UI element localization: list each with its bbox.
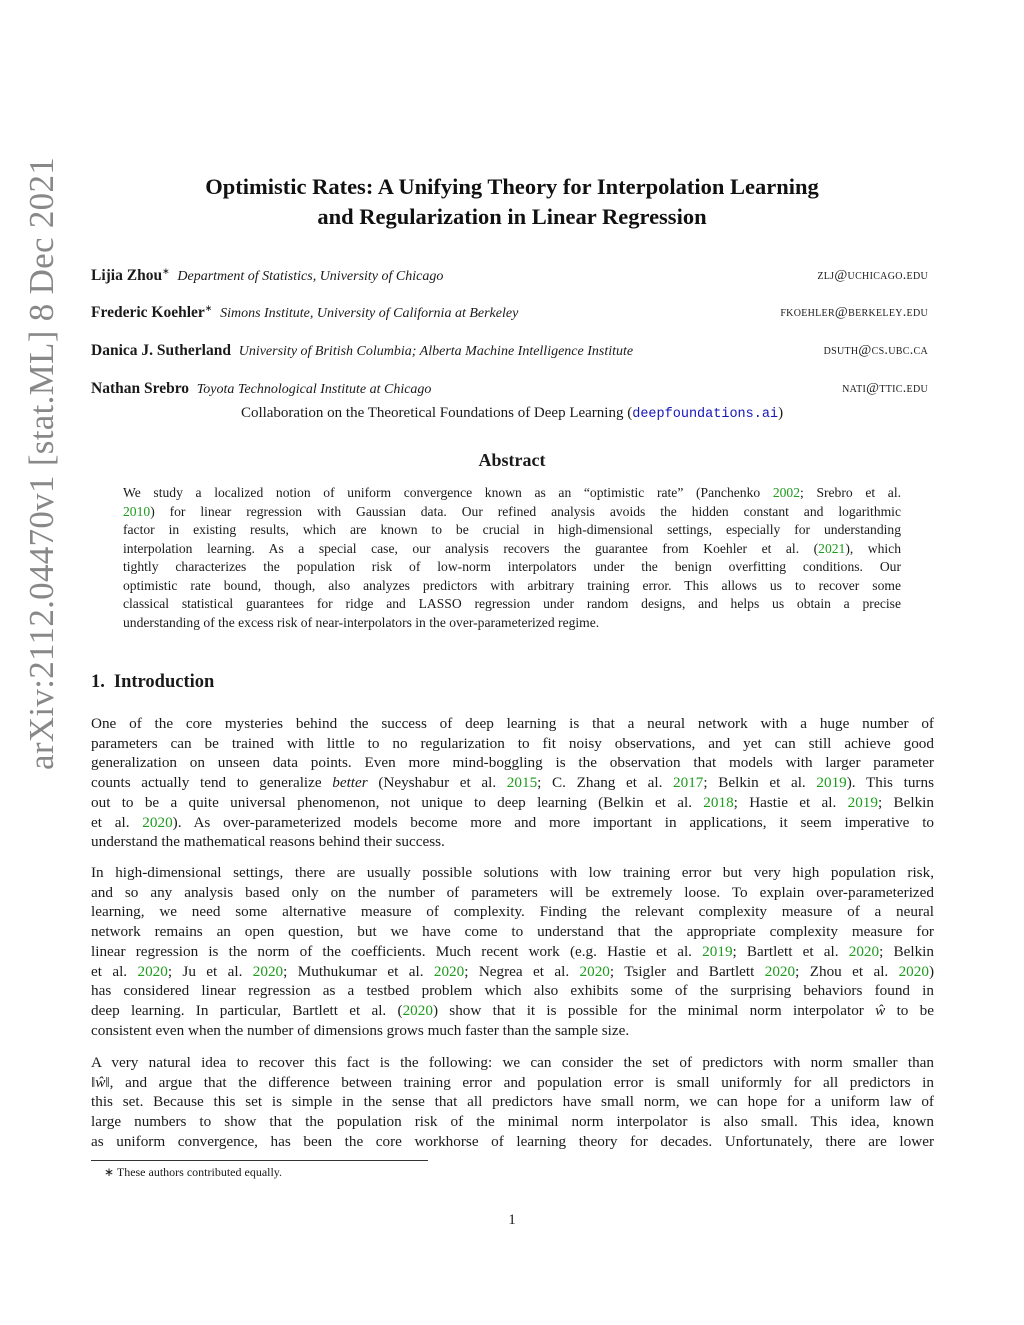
citation-link[interactable]: 2020 — [764, 962, 796, 980]
paragraph-line: One of the core mysteries behind the success of deep learning is that a neural network with a huge number of — [91, 715, 934, 732]
paragraph-line — [91, 1073, 934, 1093]
author-row-3 — [91, 341, 928, 361]
title-line-2: and Regularization in Linear Regression — [317, 204, 707, 229]
paragraph-line — [91, 962, 934, 982]
abstract-line — [123, 503, 901, 522]
equal-contribution-mark: ∗ — [204, 303, 213, 313]
footnote-mark: ∗ — [104, 1165, 115, 1179]
author-email[interactable]: zlj@uchicago.edu — [817, 268, 928, 283]
paragraph-line — [91, 942, 934, 962]
collaboration-text: Collaboration on the Theoretical Foundations of Deep Learning ( — [240, 405, 633, 421]
paragraph-line — [91, 793, 934, 813]
citation-link[interactable]: 2021 — [818, 540, 846, 556]
text-run: ) show that it is possible for the minimal norm interpolator — [432, 1001, 876, 1019]
text-run: et al. — [91, 962, 138, 980]
text-run: interpolation learning. As a special case, our analysis recovers the guarantee from Koehler et al. ( — [123, 540, 819, 556]
footnote-divider — [91, 1160, 428, 1161]
author-row-4 — [91, 379, 928, 399]
paper-title — [90, 172, 934, 232]
section-number: 1. — [91, 672, 105, 692]
author-email[interactable]: dsuth@cs.ubc.ca — [823, 343, 928, 358]
abstract-line — [123, 484, 901, 503]
paragraph-line: network remains an open question, but we have come to understand that the appropriate complexity measure for — [91, 923, 934, 941]
author-name: Nathan Srebro — [91, 380, 190, 397]
text-run: ; Belkin et al. — [703, 774, 817, 792]
text-run: ; Muthukumar et al. — [283, 962, 434, 980]
author-affiliation: Toyota Technological Institute at Chicago — [196, 382, 432, 397]
intro-paragraph-3 — [91, 1053, 934, 1152]
text-run: (Neyshabur et al. — [367, 774, 507, 792]
section-title: Introduction — [113, 672, 215, 692]
intro-paragraph-2 — [91, 863, 934, 1040]
abstract-line: classical statistical guarantees for ridge and LASSO regression under random designs, and helps us obtain a precise — [123, 596, 901, 611]
paragraph-line: generalization on unseen data points. Even more mind-boggling is the observation that models with larger parameter — [91, 754, 934, 772]
citation-link[interactable]: 2020 — [898, 962, 929, 980]
citation-link[interactable]: 2020 — [142, 813, 173, 831]
arxiv-identifier-stamp: arXiv:2112.04470v1 [stat.ML] 8 Dec 2021 — [22, 156, 61, 770]
text-run: ; Hastie et al. — [733, 793, 848, 811]
text-run: ; Belkin — [879, 942, 934, 960]
text-run: ; C. Zhang et al. — [537, 774, 674, 792]
text-run: ; Tsigler and Bartlett — [609, 962, 765, 980]
section-heading-introduction — [91, 671, 214, 693]
paragraph-line: understand the mathematical reasons behind their success. — [91, 833, 445, 851]
citation-link[interactable]: 2020 — [579, 962, 610, 980]
text-run: deep learning. In particular, Bartlett et al. ( — [91, 1001, 403, 1019]
footnote — [104, 1164, 282, 1180]
author-affiliation: Simons Institute, University of California at Berkeley — [220, 306, 519, 321]
equal-contribution-mark: ∗ — [162, 266, 170, 276]
text-run: ; Zhou et al. — [795, 962, 899, 980]
collaboration-line — [90, 403, 934, 425]
text-run: , and argue that the difference between training error and population error is small uniformly for all predictors in — [109, 1073, 934, 1091]
text-run: et al. — [91, 813, 143, 831]
text-run: We study a localized notion of uniform convergence known as an “optimistic rate” (Panchenko — [123, 485, 773, 500]
citation-link[interactable]: 2020 — [137, 962, 168, 980]
text-run: linear regression is the norm of the coefficients. Much recent work (e.g. Hastie et al. — [91, 942, 703, 960]
citation-link[interactable]: 2019 — [816, 774, 847, 792]
paragraph-line — [91, 773, 934, 793]
paragraph-line: has considered linear regression as a testbed problem which also exhibits some of the surprising behaviors found in — [91, 982, 934, 1000]
paragraph-line: and so any analysis based only on the number of parameters will be extremely loose. To explain over-parameterized — [91, 883, 934, 901]
text-run: ). This turns — [846, 774, 934, 792]
text-run: out to be a quite universal phenomenon, not unique to deep learning (Belkin et al. — [91, 793, 704, 811]
citation-link[interactable]: 2002 — [772, 485, 801, 500]
abstract-body — [123, 484, 901, 632]
title-line-1: Optimistic Rates: A Unifying Theory for Interpolation Learning — [205, 174, 819, 199]
footnote-text: These authors contributed equally. — [116, 1165, 283, 1179]
abstract-heading: Abstract — [478, 450, 546, 470]
author-affiliation: University of British Columbia; Alberta Machine Intelligence Institute — [238, 344, 634, 359]
emphasis: better — [332, 774, 368, 792]
page-number: 1 — [508, 1212, 516, 1228]
citation-link[interactable]: 2019 — [702, 942, 733, 960]
paragraph-line: learning, we need some alternative measure of complexity. Finding the relevant complexity measure of a neural — [91, 903, 934, 921]
text-run: ) — [928, 962, 935, 980]
author-name: Lijia Zhou — [91, 267, 163, 284]
author-email[interactable]: fkoehler@berkeley.edu — [780, 305, 928, 320]
citation-link[interactable]: 2018 — [703, 793, 734, 811]
paragraph-line — [91, 1001, 934, 1021]
author-row-1 — [91, 266, 928, 286]
abstract-line: factor in existing results, which are known to be crucial in high-dimensional settings, especially for understanding — [123, 522, 901, 537]
citation-link[interactable]: 2020 — [848, 942, 880, 960]
paragraph-line: In high-dimensional settings, there are usually possible solutions with low training error but very high population risk, — [91, 864, 934, 881]
author-affiliation: Department of Statistics, University of Chicago — [177, 269, 444, 284]
text-run: ; Srebro et al. — [800, 485, 901, 500]
paragraph-line: A very natural idea to recover this fact is the following: we can consider the set of predictors with norm smaller than — [91, 1054, 934, 1071]
citation-link[interactable]: 2020 — [433, 962, 465, 980]
citation-link[interactable]: 2017 — [673, 774, 704, 792]
citation-link[interactable]: 2020 — [252, 962, 284, 980]
abstract-line: optimistic rate bound, though, also analyzes predictors with arbitrary training error. This allows us to recover some — [123, 577, 901, 593]
citation-link[interactable]: 2015 — [506, 774, 538, 792]
text-run: to be — [885, 1001, 934, 1019]
intro-paragraph-1 — [91, 714, 934, 852]
citation-link[interactable]: 2010 — [123, 503, 151, 519]
citation-link[interactable]: 2020 — [402, 1001, 433, 1019]
text-run: ) for linear regression with Gaussian data. Our refined analysis avoids the hidden constant and logarithmic — [150, 503, 901, 519]
text-run: ; Ju et al. — [167, 962, 253, 980]
author-name: Frederic Koehler — [91, 304, 205, 321]
text-run: ). As over-parameterized models become more and more important in applications, it seem imperative to — [172, 813, 935, 831]
paragraph-line: this set. Because this set is simple in the sense that all predictors have small norm, we can hope for a uniform law of — [91, 1093, 934, 1111]
paragraph-line: large numbers to show that the population risk of the minimal norm interpolator is also small. This idea, known — [91, 1113, 934, 1131]
paragraph-line — [91, 813, 934, 833]
math-symbol: ‖ŵ‖ — [91, 1073, 110, 1091]
abstract-line: tightly characterizes the population risk of low-norm interpolators under the benign overfitting conditions. Our — [123, 559, 901, 574]
abstract-line — [123, 540, 901, 559]
text-run: ; Bartlett et al. — [732, 942, 849, 960]
paragraph-line: parameters can be trained with little to no regularization to fit noisy observations, and yet can still achieve good — [91, 734, 934, 752]
author-name: Danica J. Sutherland — [91, 342, 231, 359]
text-run: ), which — [845, 540, 902, 556]
math-symbol: ŵ — [875, 1001, 886, 1019]
citation-link[interactable]: 2019 — [847, 793, 878, 811]
paragraph-line: as uniform convergence, has been the core workhorse of learning theory for decades. Unfortunately, there are lower — [91, 1132, 934, 1150]
text-run: ; Negrea et al. — [464, 962, 580, 980]
paragraph-line: consistent even when the number of dimensions grows much faster than the sample size. — [91, 1021, 630, 1039]
abstract-line: understanding of the excess risk of near-interpolators in the over-parameterized regime. — [123, 614, 600, 630]
collaboration-link[interactable]: deepfoundations.ai — [632, 407, 779, 422]
text-run: counts actually tend to generalize — [91, 774, 333, 792]
text-run: ; Belkin — [877, 793, 934, 811]
author-row-2 — [91, 303, 928, 323]
author-email[interactable]: nati@ttic.edu — [842, 381, 928, 396]
collaboration-close-paren: ) — [778, 405, 784, 421]
